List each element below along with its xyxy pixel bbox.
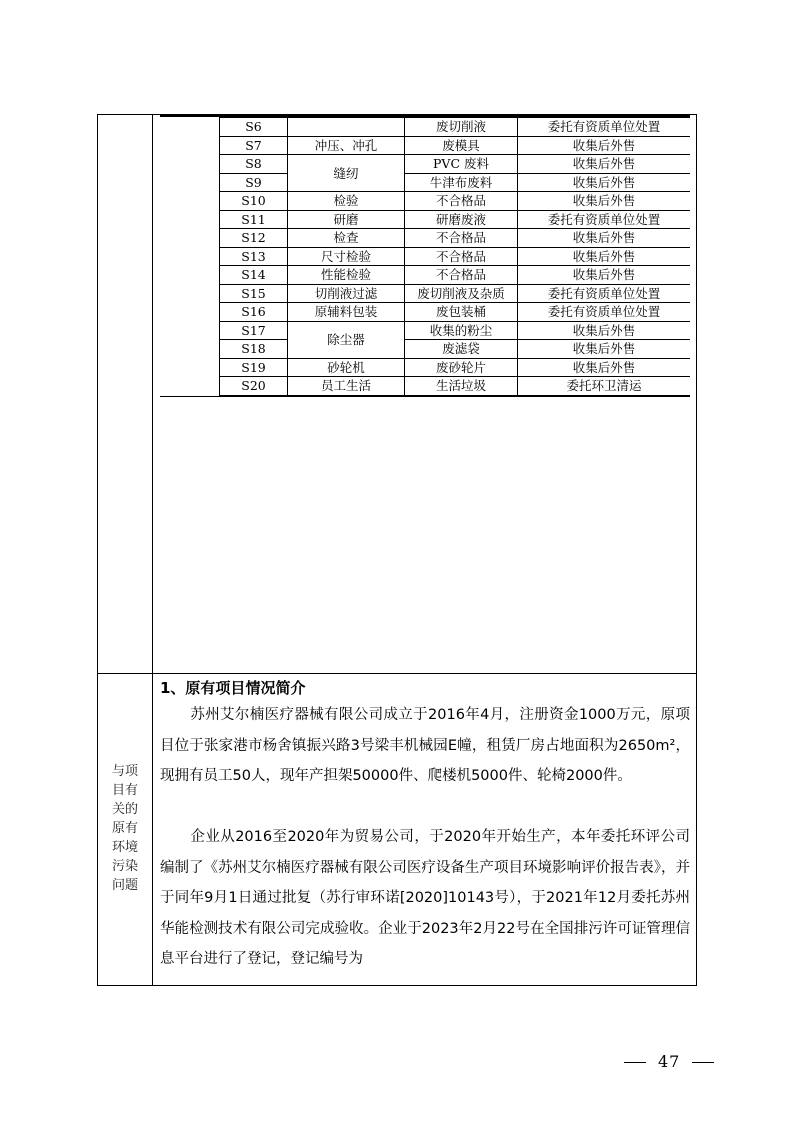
cell-id: S14	[220, 266, 288, 285]
page-number-text: 47	[658, 1052, 681, 1071]
waste-table-bottom-border	[160, 396, 690, 397]
side-label-line: 目有	[111, 783, 138, 798]
cell-disposal: 收集后外售	[518, 266, 691, 285]
table-row	[220, 192, 691, 211]
cell-disposal: 收集后外售	[518, 173, 691, 192]
cell-waste: 不合格品	[405, 192, 518, 211]
table-row	[220, 229, 691, 248]
dash-left	[624, 1062, 646, 1063]
cell-process: 砂轮机	[288, 358, 405, 377]
side-label-line: 关的	[111, 802, 138, 817]
cell-waste: 生活垃圾	[405, 377, 518, 396]
cell-waste: 不合格品	[405, 229, 518, 248]
cell-disposal: 委托有资质单位处置	[518, 284, 691, 303]
cell-id: S7	[220, 136, 288, 155]
cell-id: S17	[220, 321, 288, 340]
cell-id: S6	[220, 118, 288, 137]
cell-id: S8	[220, 155, 288, 174]
cell-disposal: 委托有资质单位处置	[518, 118, 691, 137]
table-row	[220, 247, 691, 266]
table-row	[220, 358, 691, 377]
cell-disposal: 收集后外售	[518, 229, 691, 248]
table-row	[220, 210, 691, 229]
section-divider	[97, 673, 697, 674]
cell-process: 原辅料包装	[288, 303, 405, 322]
cell-disposal: 委托有资质单位处置	[518, 303, 691, 322]
cell-waste: 收集的粉尘	[405, 321, 518, 340]
cell-process: 检查	[288, 229, 405, 248]
cell-disposal: 收集后外售	[518, 358, 691, 377]
table-row	[220, 284, 691, 303]
cell-process: 除尘器	[288, 321, 405, 358]
cell-waste: 废模具	[405, 136, 518, 155]
cell-id: S12	[220, 229, 288, 248]
cell-process: 缝纫	[288, 155, 405, 192]
cell-disposal: 收集后外售	[518, 340, 691, 359]
cell-process: 尺寸检验	[288, 247, 405, 266]
cell-waste: 不合格品	[405, 266, 518, 285]
cell-id: S16	[220, 303, 288, 322]
cell-id: S10	[220, 192, 288, 211]
table-row	[220, 321, 691, 340]
cell-waste: 不合格品	[405, 247, 518, 266]
side-label-line: 与项	[111, 764, 138, 779]
cell-process	[288, 118, 405, 137]
cell-waste: PVC 废料	[405, 155, 518, 174]
paragraph-project-intro	[160, 700, 690, 792]
cell-process: 研磨	[288, 210, 405, 229]
cell-disposal: 收集后外售	[518, 192, 691, 211]
cell-id: S18	[220, 340, 288, 359]
column-divider	[152, 114, 153, 986]
cell-id: S15	[220, 284, 288, 303]
waste-table	[219, 117, 690, 396]
paragraph-text: 苏州艾尔楠医疗器械有限公司成立于2016年4月，注册资金1000万元，原项目位于张家港市杨舍镇振兴路3号梁丰机械园E幢，租赁厂房占地面积为2650m²，现拥有员工50人，现年产担架50000件、爬楼机5000件、轮椅2000件。	[160, 707, 690, 784]
cell-process: 性能检验	[288, 266, 405, 285]
cell-waste: 废砂轮片	[405, 358, 518, 377]
cell-waste: 废包装桶	[405, 303, 518, 322]
side-label-line: 问题	[111, 878, 138, 893]
cell-waste: 废切削液	[405, 118, 518, 137]
side-label-line: 环境	[111, 840, 138, 855]
side-label-line: 污染	[111, 859, 138, 874]
cell-id: S20	[220, 377, 288, 396]
paragraph-project-history	[160, 822, 690, 975]
section-side-label	[106, 762, 144, 895]
table-row	[220, 303, 691, 322]
table-row	[220, 155, 691, 174]
table-row	[220, 136, 691, 155]
cell-process: 冲压、冲孔	[288, 136, 405, 155]
cell-id: S19	[220, 358, 288, 377]
cell-disposal: 收集后外售	[518, 136, 691, 155]
cell-disposal: 收集后外售	[518, 247, 691, 266]
table-row	[220, 377, 691, 396]
cell-waste: 废切削液及杂质	[405, 284, 518, 303]
cell-disposal: 收集后外售	[518, 155, 691, 174]
cell-disposal: 委托有资质单位处置	[518, 210, 691, 229]
cell-process: 检验	[288, 192, 405, 211]
dash-right	[692, 1062, 714, 1063]
cell-disposal: 委托环卫清运	[518, 377, 691, 396]
cell-waste: 研磨废液	[405, 210, 518, 229]
paragraph-text: 企业从2016至2020年为贸易公司，于2020年开始生产，本年委托环评公司编制了《苏州艾尔楠医疗器械有限公司医疗设备生产项目环境影响评价报告表》，并于同年9月1日通过批复（苏行审环诺[2020]10143号），于2021年12月委托苏州华能检测技术有限公司完成验收。企业于2023年2月22号在全国排污许可证管理信息平台进行了登记，登记编号为	[160, 829, 690, 967]
cell-id: S11	[220, 210, 288, 229]
cell-process: 员工生活	[288, 377, 405, 396]
table-row	[220, 266, 691, 285]
cell-waste: 牛津布废料	[405, 173, 518, 192]
cell-disposal: 收集后外售	[518, 321, 691, 340]
section-title: 1、原有项目情况简介	[160, 679, 306, 697]
cell-id: S13	[220, 247, 288, 266]
page-number	[612, 1052, 726, 1071]
side-label-line: 原有	[111, 821, 138, 836]
cell-waste: 废滤袋	[405, 340, 518, 359]
cell-process: 切削液过滤	[288, 284, 405, 303]
cell-id: S9	[220, 173, 288, 192]
table-row	[220, 118, 691, 137]
